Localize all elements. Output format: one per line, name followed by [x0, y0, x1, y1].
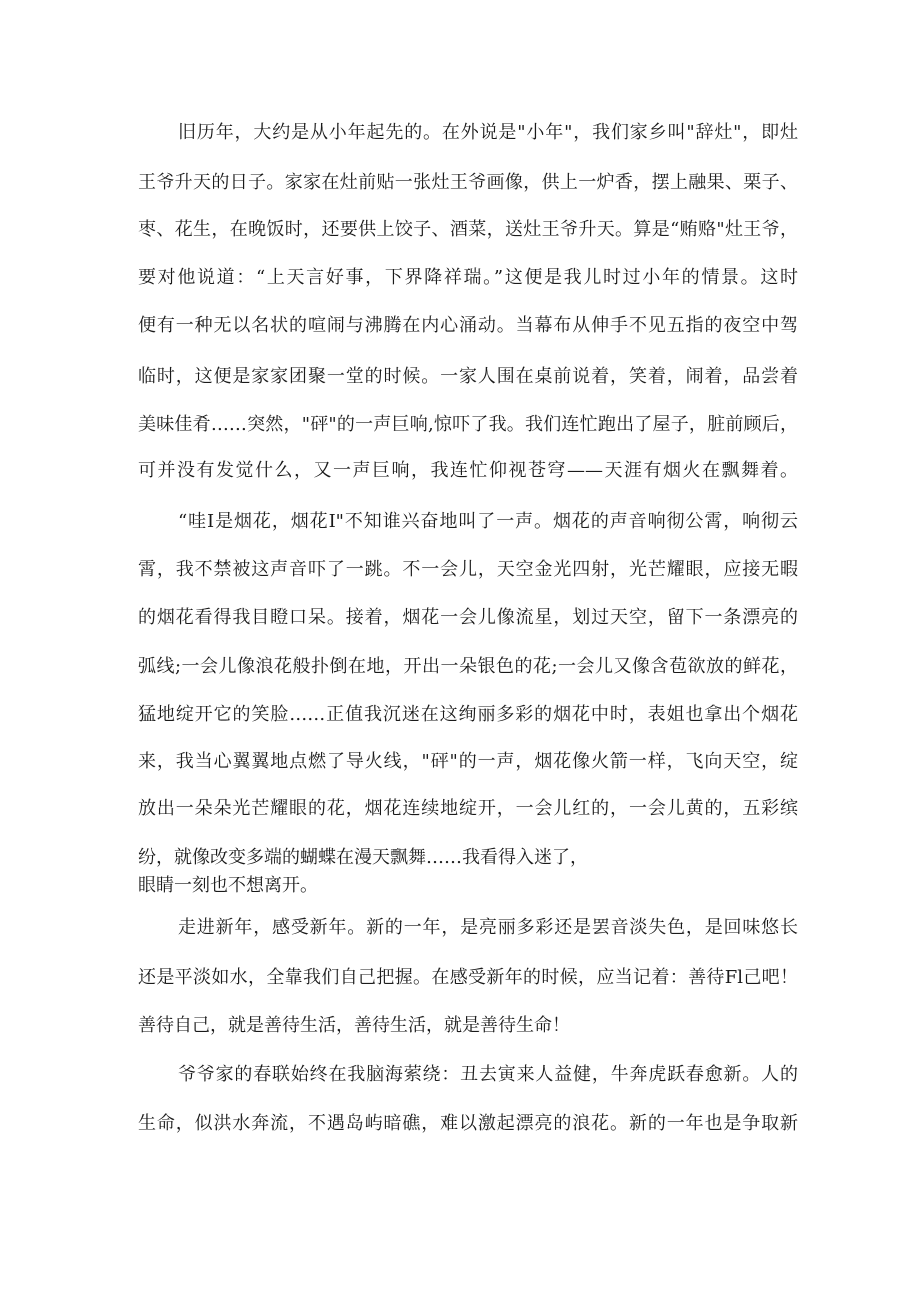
text-line: 霄，我不禁被这声音吓了一跳。不一会儿，天空金光四射，光芒耀眼，应接无暇 [138, 559, 798, 580]
text-line: 枣、花生，在晚饭时，还要供上饺子、酒菜，送灶王爷升天。算是“贿赂"灶王爷， [138, 219, 798, 240]
text-line: 可并没有发觉什么，又一声巨响，我连忙仰视苍穹——天涯有烟火在飘舞着。 [138, 460, 798, 481]
text-line: 弧线;一会儿像浪花般扑倒在地，开出一朵银色的花;一会儿又像含苞欲放的鲜花， [138, 656, 798, 677]
text-line: 便有一种无以名状的喧闹与沸腾在内心涌动。当幕布从伸手不见五指的夜空中驾 [138, 315, 798, 336]
text-line: 要对他说道：“上天言好事，下界降祥瑞。”这便是我儿时过小年的情景。这时 [138, 267, 798, 288]
text-line: 生命，似洪水奔流，不遇岛屿暗礁，难以激起漂亮的浪花。新的一年也是争取新 [138, 1113, 798, 1134]
text-line: 还是平淡如水，全靠我们自己把握。在感受新年的时候，应当记着：善待Fl己吧！ [138, 967, 798, 988]
text-line: 放出一朵朵光芒耀眼的花，烟花连续地绽开，一会儿红的，一会儿黄的，五彩缤 [138, 798, 798, 819]
text-line: 美味佳肴……突然，"砰"的一声巨响,惊吓了我。我们连忙跑出了屋子，脏前顾后， [138, 414, 798, 435]
text-line: 猛地绽开它的笑脸……正值我沉迷在这绚丽多彩的烟花中时，表姐也拿出个烟花 [138, 704, 798, 725]
text-line: 纷，就像改变多端的蝴蝶在漫天飘舞……我看得入迷了， [138, 847, 588, 868]
text-line: “哇I是烟花，烟花I"不知谁兴奋地叫了一声。烟花的声音响彻公霄，响彻云 [178, 511, 798, 532]
text-line: 旧历年，大约是从小年起先的。在外说是"小年"，我们家乡叫"辞灶"，即灶 [178, 122, 798, 143]
text-line: 走进新年，感受新年。新的一年，是亮丽多彩还是罢音淡失色，是回味悠长 [178, 917, 798, 938]
text-line: 眼睛一刻也不想离开。 [138, 875, 318, 896]
text-line: 来，我当心翼翼地点燃了导火线，"砰"的一声，烟花像火箭一样，飞向天空，绽 [138, 751, 798, 772]
text-line: 善待自己，就是善待生活，善待生活，就是善待生命！ [138, 1015, 570, 1036]
text-line: 的烟花看得我目瞪口呆。接着，烟花一会儿像流星，划过天空，留下一条漂亮的 [138, 607, 798, 628]
text-line: 王爷升天的日子。家家在灶前贴一张灶王爷画像，供上一炉香，摆上融果、栗子、 [138, 172, 798, 193]
text-line: 爷爷家的春联始终在我脑海萦绕：丑去寅来人益健，牛奔虎跃春愈新。人的 [178, 1064, 798, 1085]
text-line: 临时，这便是家家团聚一堂的时候。一家人围在桌前说着，笑着，闹着，品尝着 [138, 366, 798, 387]
